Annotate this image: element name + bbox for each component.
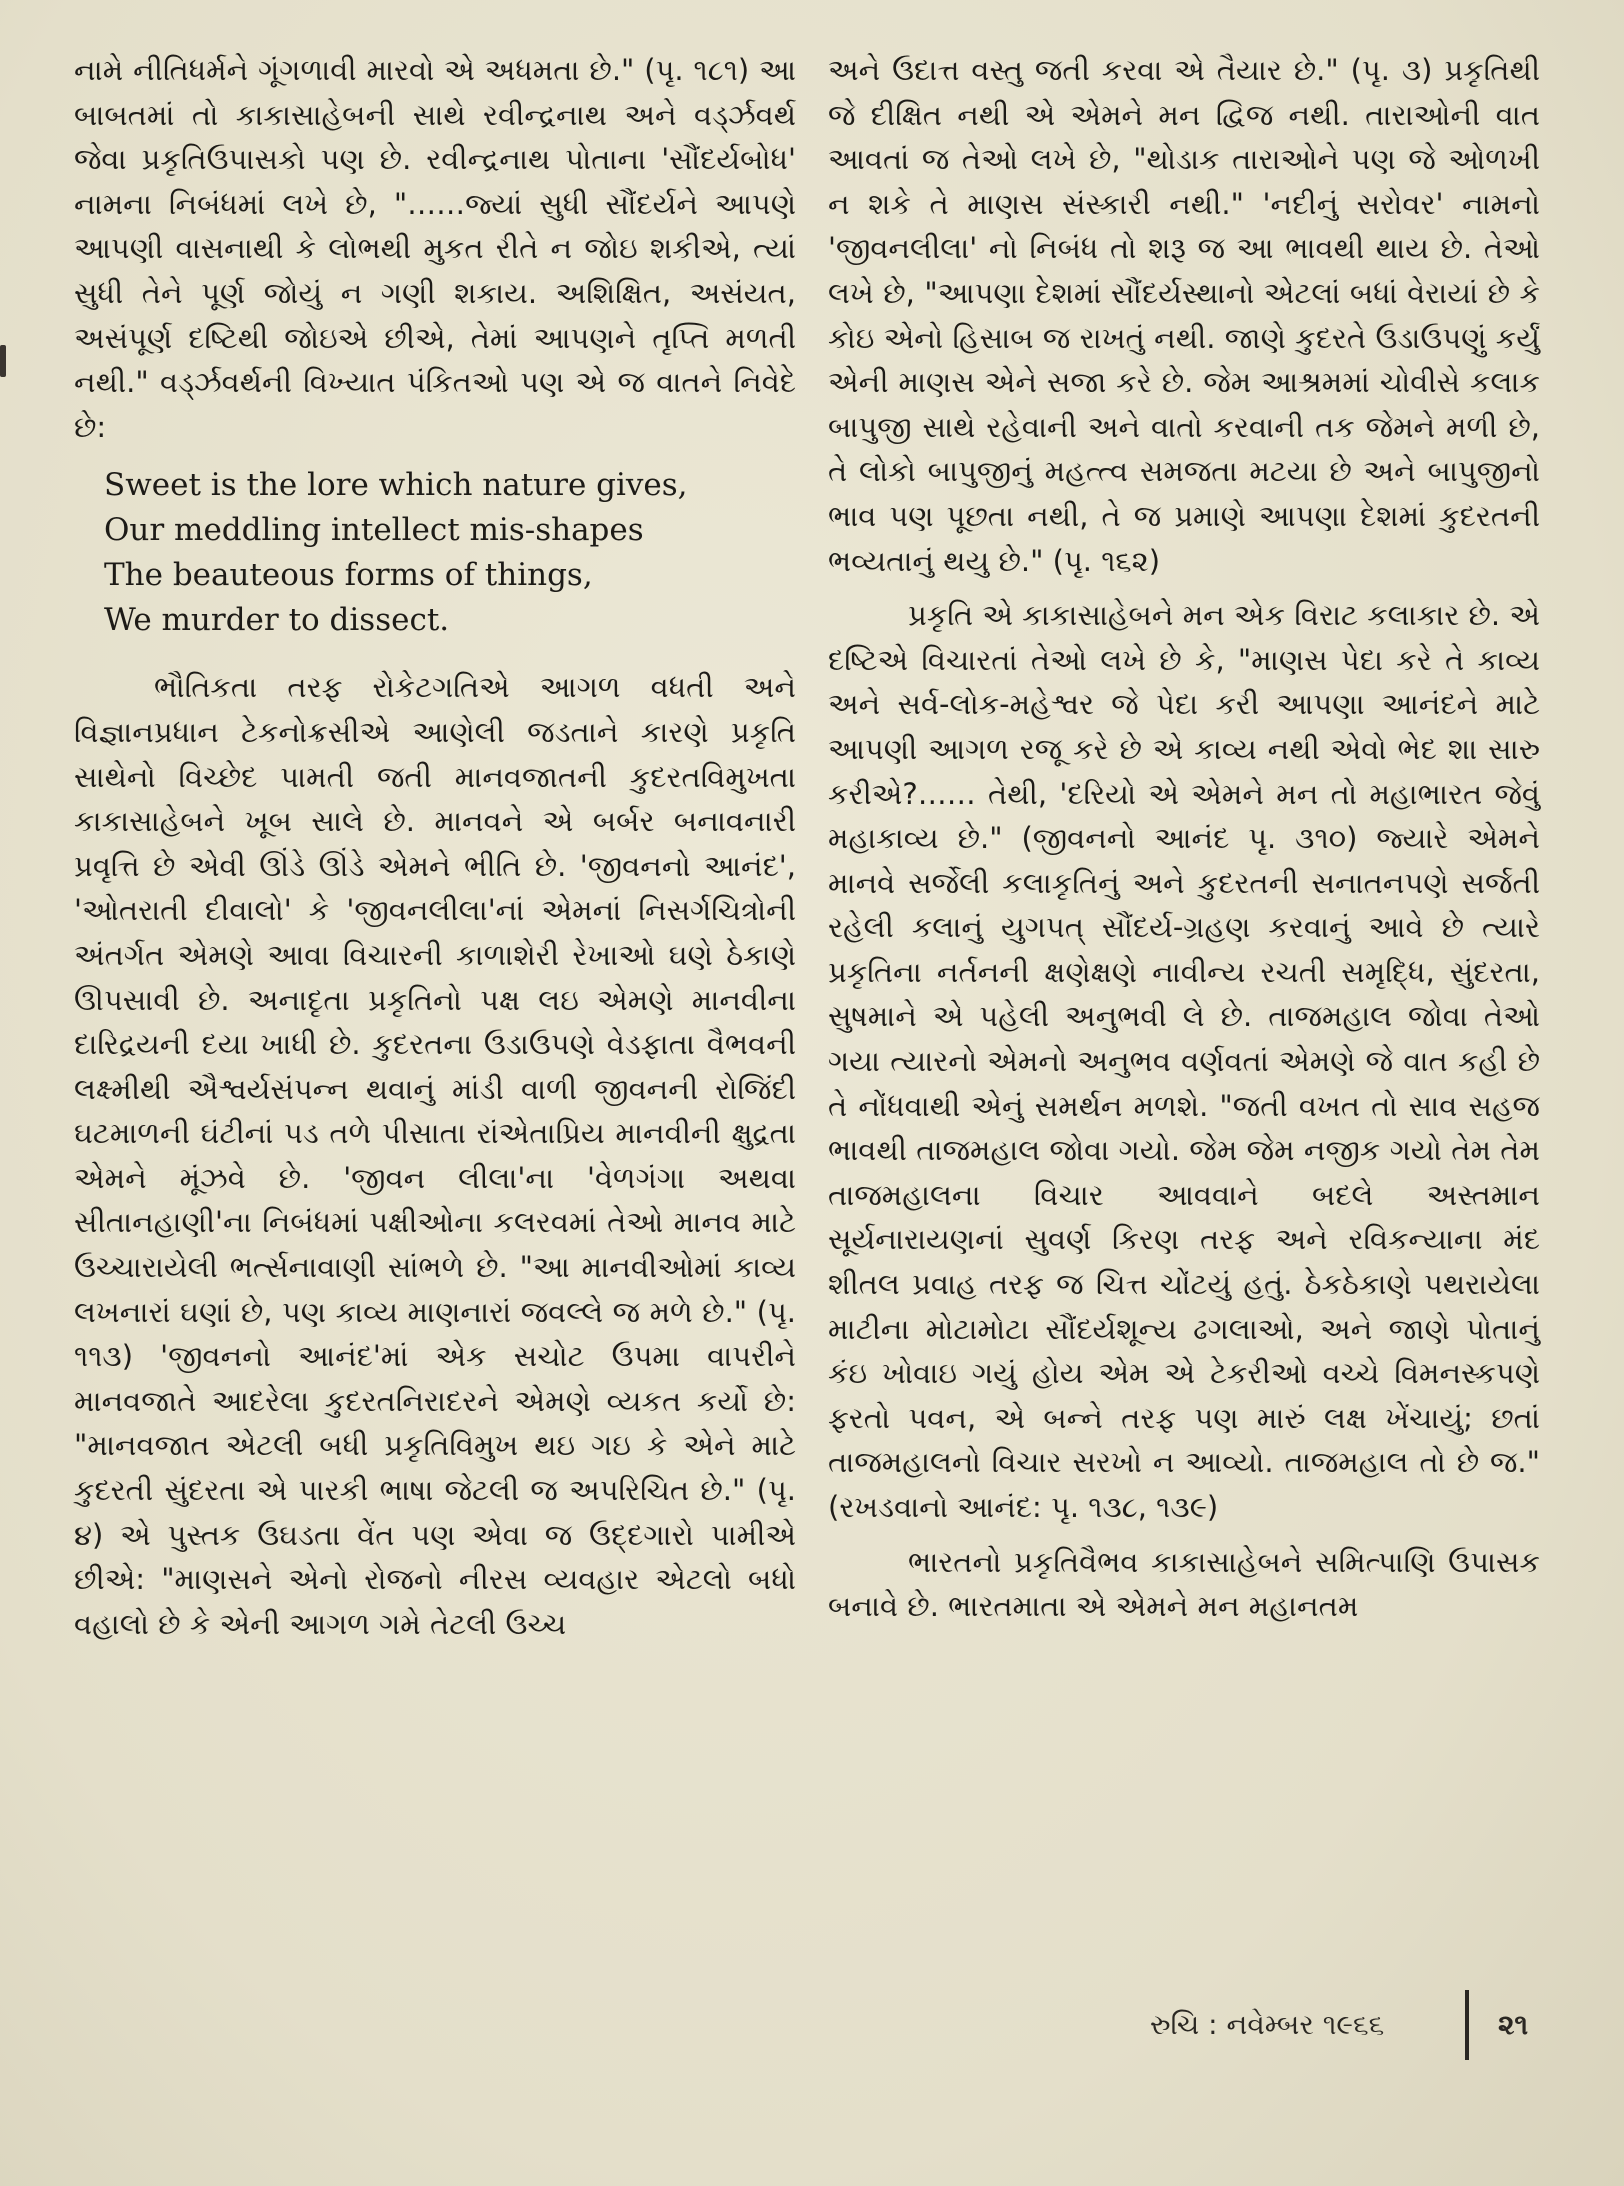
magazine-issue-label: રુચિ : નવેમ્બર ૧૯૬૬ bbox=[1150, 2008, 1385, 2041]
left-paragraph-1: નામે નીતિધર્મને ગૂંગળાવી મારવો એ અધમતા છે." (પૃ. ૧૮૧) આ બાબતમાં તો કાકાસાહેબની સાથે રવીન્દ્રનાથ અને વર્ડ્ઝવર્થ જેવા પ્રકૃતિઉપાસકો પણ છે. રવીન્દ્રનાથ પોતાના 'સૌંદર્યબોધ' નામના નિબંધમાં લખે છે, "……જ્યાં સુધી સૌંદર્યને આપણે આપણી વાસનાથી કે લોભથી મુકત રીતે ન જોઇ શકીએ, ત્યાં સુધી તેને પૂર્ણ જોયું ન ગણી શકાય. અશિક્ષિત, અસંયત, અસંપૂર્ણ દષ્ટિથી જોઇએ છીએ, તેમાં આપણને તૃપ્તિ મળતી નથી." વર્ડ્ઝવર્થની વિખ્યાત પંકિતઓ પણ એ જ વાતને નિવેદે છે: bbox=[74, 53, 796, 444]
wordsworth-poem bbox=[104, 463, 796, 643]
right-column bbox=[828, 48, 1540, 1629]
left-paragraph-2: ભૌતિકતા તરફ રોકેટગતિએ આગળ વધતી અને વિજ્ઞાનપ્રધાન ટેકનોક્રસીએ આણેલી જડતાને કારણે પ્રકૃતિ સાથેનો વિચ્છેદ પામતી જતી માનવજાતની કુદરતવિમુખતા કાકાસાહેબને ખૂબ સાલે છે. માનવને એ બર્બર બનાવનારી પ્રવૃત્તિ છે એવી ઊંડે ઊંડે એમને ભીતિ છે. 'જીવનનો આનંદ', 'ઓતરાતી દીવાલો' કે 'જીવનલીલા'નાં એમનાં નિસર્ગચિત્રોની અંતર્ગત એમણે આવા વિચારની કાળાશેરી રેખાઓ ઘણે ઠેકાણે ઊપસાવી છે. અનાદૃતા પ્રકૃતિનો પક્ષ લઇ એમણે માનવીના દારિદ્રયની દયા ખાધી છે. કુદરતના ઉડાઉપણે વેડફાતા વૈભવની લક્ષ્મીથી ઐશ્વર્યસંપન્ન થવાનું માંડી વાળી જીવનની રોજિંદી ઘટમાળની ઘંટીનાં પડ તળે પીસાતા રાંએતાપ્રિય માનવીની ક્ષુદ્રતા એમને મૂંઝવે છે. 'જીવન લીલા'ના 'વેળગંગા અથવા સીતાનહાણી'ના નિબંધમાં પક્ષીઓના કલરવમાં તેઓ માનવ માટે ઉચ્ચારાયેલી ભર્ત્સનાવાણી સાંભળે છે. "આ માનવીઓમાં કાવ્ય લખનારાં ઘણાં છે, પણ કાવ્ય માણનારાં જવલ્લે જ મળે છે." (પૃ. ૧૧૩) 'જીવનનો આનંદ'માં એક સચોટ ઉપમા વાપરીને માનવજાતે આદરેલા કુદરતનિરાદરને એમણે વ્યકત કર્યો છે: "માનવજાત એટલી બધી પ્રકૃતિવિમુખ થઇ ગઇ કે એને માટે કુદરતી સુંદરતા એ પારકી ભાષા જેટલી જ અપરિચિત છે." (પૃ. ૪) એ પુસ્તક ઉઘડતા વેંત પણ એવા જ ઉદ્દગારો પામીએ છીએ: "માણસને એનો રોજનો નીરસ વ્યવહાર એટલો બધો વહાલો છે કે એની આગળ ગમે તેટલી ઉચ્ચ bbox=[74, 670, 796, 1641]
right-paragraph-1: અને ઉદાત્ત વસ્તુ જતી કરવા એ તૈયાર છે." (પૃ. ૩) પ્રકૃતિથી જે દીક્ષિત નથી એ એમને મન દ્વિજ નથી. તારાઓની વાત આવતાં જ તેઓ લખે છે, "થોડાક તારાઓને પણ જે ઓળખી ન શકે તે માણસ સંસ્કારી નથી." 'નદીનું સરોવર' નામનો 'જીવનલીલા' નો નિબંધ તો શરૂ જ આ ભાવથી થાય છે. તેઓ લખે છે, "આપણા દેશમાં સૌંદર્યસ્થાનો એટલાં બધાં વેરાયાં છે કે કોઇ એનો હિસાબ જ રાખતું નથી. જાણે કુદરતે ઉડાઉપણું કર્યું એની માણસ એને સજા કરે છે. જેમ આશ્રમમાં ચોવીસે કલાક બાપુજી સાથે રહેવાની અને વાતો કરવાની તક જેમને મળી છે, તે લોકો બાપુજીનું મહત્ત્વ સમજતા મટયા છે અને બાપુજીનો ભાવ પણ પૂછતા નથી, તે જ પ્રમાણે આપણા દેશમાં કુદરતની ભવ્યતાનું થયુ છે." (પૃ. ૧૬૨) bbox=[828, 53, 1540, 578]
footer-divider bbox=[1465, 1990, 1469, 2060]
left-column bbox=[74, 48, 796, 1646]
right-paragraph-2: પ્રકૃતિ એ કાકાસાહેબને મન એક વિરાટ કલાકાર છે. એ દષ્ટિએ વિચારતાં તેઓ લખે છે કે, "માણસ પેદા કરે તે કાવ્ય અને સર્વ-લોક-મહેશ્વર જે પેદા કરી આપણા આનંદને માટે આપણી આગળ રજૂ કરે છે એ કાવ્ય નથી એવો ભેદ શા સારુ કરીએ?…… તેથી, 'દરિયો એ એમને મન તો મહાભારત જેવું મહાકાવ્ય છે." (જીવનનો આનંદ પૃ. ૩૧૦) જ્યારે એમને માનવે સર્જેલી કલાકૃતિનું અને કુદરતની સનાતનપણે સર્જતી રહેલી કલાનું યુગપત્ સૌંદર્ય-ગ્રહણ કરવાનું આવે છે ત્યારે પ્રકૃતિના નર્તનની ક્ષણેક્ષણે નાવીન્ય રચતી સમૃદ્ધિ, સુંદરતા, સુષમાને એ પહેલી અનુભવી લે છે. તાજમહાલ જોવા તેઓ ગયા ત્યારનો એમનો અનુભવ વર્ણવતાં એમણે જે વાત કહી છે તે નોંધવાથી એનું સમર્થન મળશે. "જતી વખત તો સાવ સહજ ભાવથી તાજમહાલ જોવા ગયો. જેમ જેમ નજીક ગયો તેમ તેમ તાજમહાલના વિચાર આવવાને બદલે અસ્તમાન સૂર્યનારાયણનાં સુવર્ણ કિરણ તરફ અને રવિકન્યાના મંદ શીતલ પ્રવાહ તરફ જ ચિત્ત ચોંટયું હતું. ઠેકઠેકાણે પથરાયેલા માટીના મોટામોટા સૌંદર્યશૂન્ય ઢગલાઓ, અને જાણે પોતાનું કંઇ ખોવાઇ ગયું હોય એમ એ ટેકરીઓ વચ્ચે વિમનસ્કપણે ફરતો પવન, એ બન્ને તરફ પણ મારું લક્ષ ખેંચાયું; છતાં તાજમહાલનો વિચાર સરખો ન આવ્યો. તાજમહાલ તો છે જ." (રખડવાનો આનંદ: પૃ. ૧૩૮, ૧૩૯) bbox=[828, 598, 1540, 1524]
poem-line-2: Our meddling intellect mis-shapes bbox=[104, 512, 644, 549]
poem-line-3: The beauteous forms of things, bbox=[104, 557, 593, 594]
binding-edge-mark bbox=[0, 345, 6, 377]
right-paragraph-3: ભારતનો પ્રકૃતિવૈભવ કાકાસાહેબને સમિત્પાણિ ઉપાસક બનાવે છે. ભારતમાતા એ એમને મન મહાનતમ bbox=[828, 1544, 1540, 1624]
page-number: ૨૧ bbox=[1498, 2008, 1529, 2041]
poem-line-1: Sweet is the lore which nature gives, bbox=[104, 467, 688, 504]
poem-line-4: We murder to dissect. bbox=[104, 602, 450, 639]
